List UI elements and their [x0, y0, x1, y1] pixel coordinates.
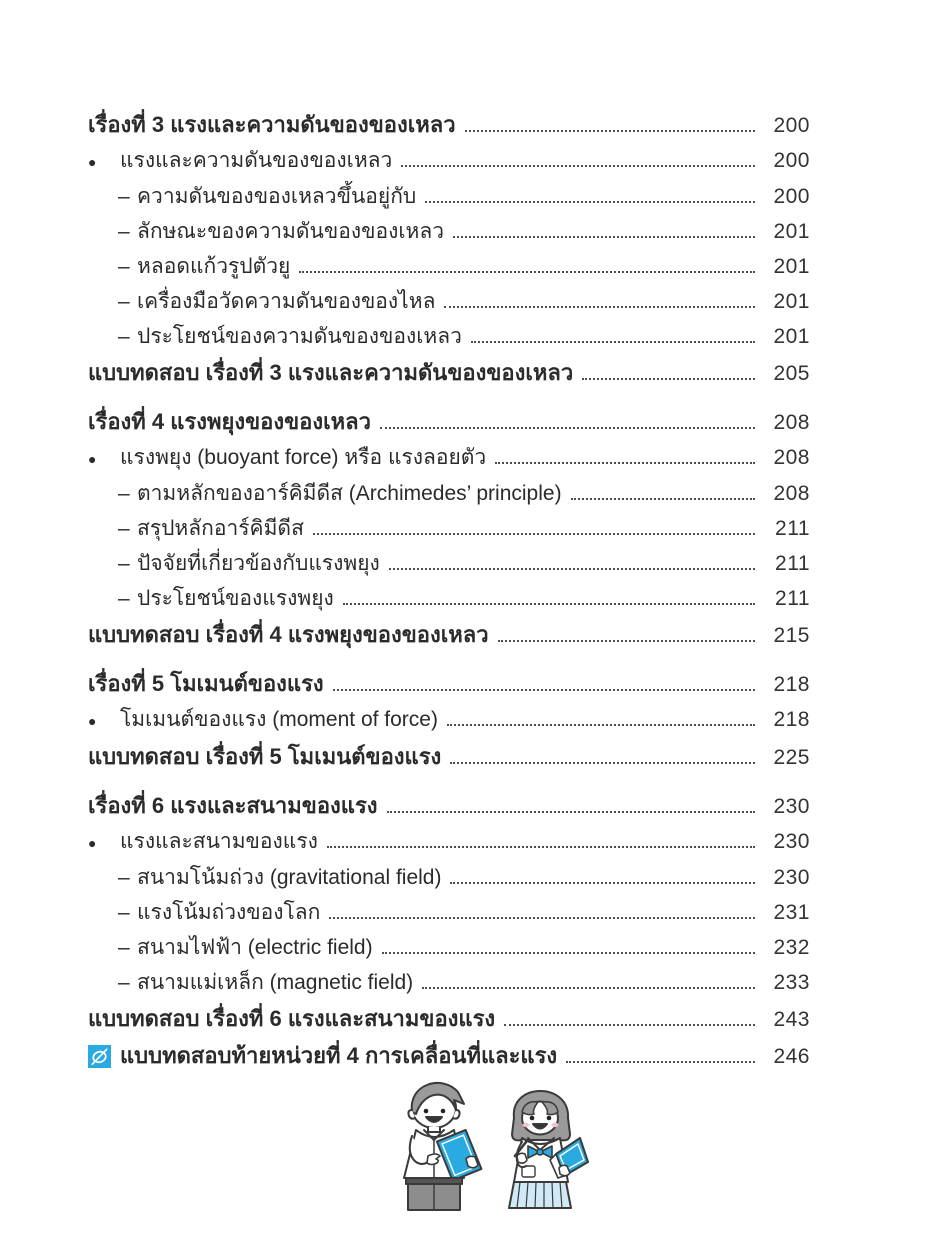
toc-row — [88, 789, 810, 825]
dotted-leader — [450, 882, 755, 884]
toc-label: ลักษณะของความดันของของเหลว — [137, 220, 445, 243]
toc-row — [88, 547, 810, 582]
page-number: 201 — [773, 290, 810, 313]
page-number: 208 — [773, 411, 810, 434]
bullet-icon: ● — [88, 154, 97, 170]
page-number: 243 — [773, 1008, 810, 1031]
page-number: 200 — [773, 114, 810, 137]
dotted-leader — [333, 689, 755, 691]
page-number: 200 — [773, 185, 810, 208]
toc-label: โมเมนต์ของแรง (moment of force) — [120, 708, 438, 731]
toc-label: แรงและความดันของของเหลว — [120, 149, 393, 172]
toc-row — [88, 215, 810, 250]
toc-label: เรื่องที่ 3 แรงและความดันของของเหลว — [88, 112, 456, 137]
dotted-leader — [471, 341, 755, 343]
toc-row — [88, 667, 810, 703]
toc-label: แบบทดสอบ เรื่องที่ 3 แรงและความดันของของเหลว — [88, 360, 574, 385]
toc-row — [88, 931, 810, 966]
toc-row — [88, 512, 810, 547]
dash-marker: – — [118, 866, 130, 889]
dotted-leader — [447, 724, 755, 726]
dash-marker: – — [118, 220, 130, 243]
dotted-leader — [444, 306, 755, 308]
dotted-leader — [571, 498, 755, 500]
bullet-icon: ● — [88, 451, 97, 467]
toc-row — [88, 896, 810, 931]
boy-figure — [404, 1083, 481, 1210]
dotted-leader — [495, 462, 755, 464]
toc-label: สนามแม่เหล็ก (magnetic field) — [137, 971, 414, 994]
dash-marker: – — [118, 325, 130, 348]
page-number: 246 — [773, 1045, 810, 1068]
toc-row — [88, 477, 810, 512]
toc-row — [88, 356, 810, 392]
page-number: 201 — [773, 255, 810, 278]
dotted-leader — [498, 640, 755, 642]
toc-label: แบบทดสอบ เรื่องที่ 5 โมเมนต์ของแรง — [88, 744, 442, 769]
toc-row — [88, 180, 810, 215]
dotted-leader — [343, 603, 755, 605]
page-number: 215 — [773, 624, 810, 647]
toc-label: ประโยชน์ของความดันของของเหลว — [137, 325, 462, 348]
dotted-leader — [582, 378, 755, 380]
page-number: 232 — [773, 936, 810, 959]
toc-row — [88, 108, 810, 144]
toc-row — [88, 740, 810, 776]
toc-label: เรื่องที่ 4 แรงพยุงของของเหลว — [88, 409, 371, 434]
dash-marker: – — [118, 290, 130, 313]
page-number: 211 — [775, 552, 810, 575]
toc-row — [88, 582, 810, 617]
toc-label: แรงพยุง (buoyant force) หรือ แรงลอยตัว — [120, 446, 487, 469]
page-number: 211 — [775, 517, 810, 540]
dash-marker: – — [118, 901, 130, 924]
toc-row — [88, 861, 810, 896]
page-number: 200 — [773, 149, 810, 172]
pencil-circle-icon — [88, 1045, 120, 1071]
toc-label: เครื่องมือวัดความดันของของไหล — [137, 290, 436, 313]
toc-row — [88, 966, 810, 1001]
page-number: 225 — [773, 746, 810, 769]
dash-marker: – — [118, 587, 130, 610]
toc-label: ประโยชน์ของแรงพยุง — [137, 587, 334, 610]
dotted-leader — [450, 762, 755, 764]
page-number: 218 — [773, 673, 810, 696]
page-number: 205 — [773, 362, 810, 385]
page-number: 230 — [773, 795, 810, 818]
toc-label: สนามไฟฟ้า (electric field) — [137, 936, 373, 959]
dotted-leader — [465, 130, 755, 132]
toc-label: สรุปหลักอาร์คิมีดีส — [137, 517, 304, 540]
toc-row — [88, 441, 810, 477]
toc-label: แรงโน้มถ่วงของโลก — [137, 901, 321, 924]
page-number: 208 — [773, 446, 810, 469]
dotted-leader — [327, 846, 755, 848]
dash-marker: – — [118, 517, 130, 540]
toc-label: ตามหลักของอาร์คิมีดีส (Archimedes’ principle) — [137, 482, 562, 505]
page-number: 230 — [773, 830, 810, 853]
toc-label: หลอดแก้วรูปตัวยู — [137, 255, 291, 278]
dash-marker: – — [118, 936, 130, 959]
dotted-leader — [504, 1024, 755, 1026]
dotted-leader — [389, 568, 755, 570]
toc-label: แบบทดสอบ เรื่องที่ 6 แรงและสนามของแรง — [88, 1006, 496, 1031]
page-number: 231 — [773, 901, 810, 924]
dotted-leader — [422, 987, 755, 989]
toc-row — [88, 703, 810, 739]
dash-marker: – — [118, 255, 130, 278]
bullet-icon: ● — [88, 835, 97, 851]
page-number: 211 — [775, 587, 810, 610]
toc-row — [88, 405, 810, 441]
toc-label: ความดันของของเหลวขึ้นอยู่กับ — [137, 185, 417, 208]
toc-row — [88, 618, 810, 654]
toc-label: แรงและสนามของแรง — [120, 830, 318, 853]
page-number: 201 — [773, 220, 810, 243]
students-illustration — [372, 1070, 600, 1222]
toc-row — [88, 250, 810, 285]
toc-list — [88, 108, 810, 1075]
dotted-leader — [299, 271, 755, 273]
toc-row — [88, 144, 810, 180]
dotted-leader — [401, 165, 755, 167]
toc-label: แบบทดสอบท้ายหน่วยที่ 4 การเคลื่อนที่และแรง — [120, 1043, 558, 1068]
dotted-leader — [566, 1061, 755, 1063]
dash-marker: – — [118, 971, 130, 994]
toc-label: แบบทดสอบ เรื่องที่ 4 แรงพยุงของของเหลว — [88, 622, 489, 647]
toc-label: สนามโน้มถ่วง (gravitational field) — [137, 866, 442, 889]
dash-marker: – — [118, 482, 130, 505]
dotted-leader — [425, 201, 755, 203]
toc-label: เรื่องที่ 6 แรงและสนามของแรง — [88, 793, 378, 818]
dotted-leader — [382, 952, 755, 954]
dotted-leader — [313, 533, 755, 535]
toc-row — [88, 825, 810, 861]
dotted-leader — [387, 811, 755, 813]
page-number: 218 — [773, 708, 810, 731]
dotted-leader — [380, 427, 755, 429]
dotted-leader — [453, 236, 755, 238]
bullet-icon: ● — [88, 713, 97, 729]
girl-figure — [509, 1091, 588, 1208]
page-number: 233 — [773, 971, 810, 994]
toc-label: เรื่องที่ 5 โมเมนต์ของแรง — [88, 671, 324, 696]
dash-marker: – — [118, 185, 130, 208]
dash-marker: – — [118, 552, 130, 575]
page-number: 201 — [773, 325, 810, 348]
toc-row — [88, 285, 810, 320]
page-number: 208 — [773, 482, 810, 505]
page-number: 230 — [773, 866, 810, 889]
dotted-leader — [329, 917, 755, 919]
toc-label: ปัจจัยที่เกี่ยวข้องกับแรงพยุง — [137, 552, 380, 575]
toc-row — [88, 1002, 810, 1038]
toc-row — [88, 320, 810, 355]
